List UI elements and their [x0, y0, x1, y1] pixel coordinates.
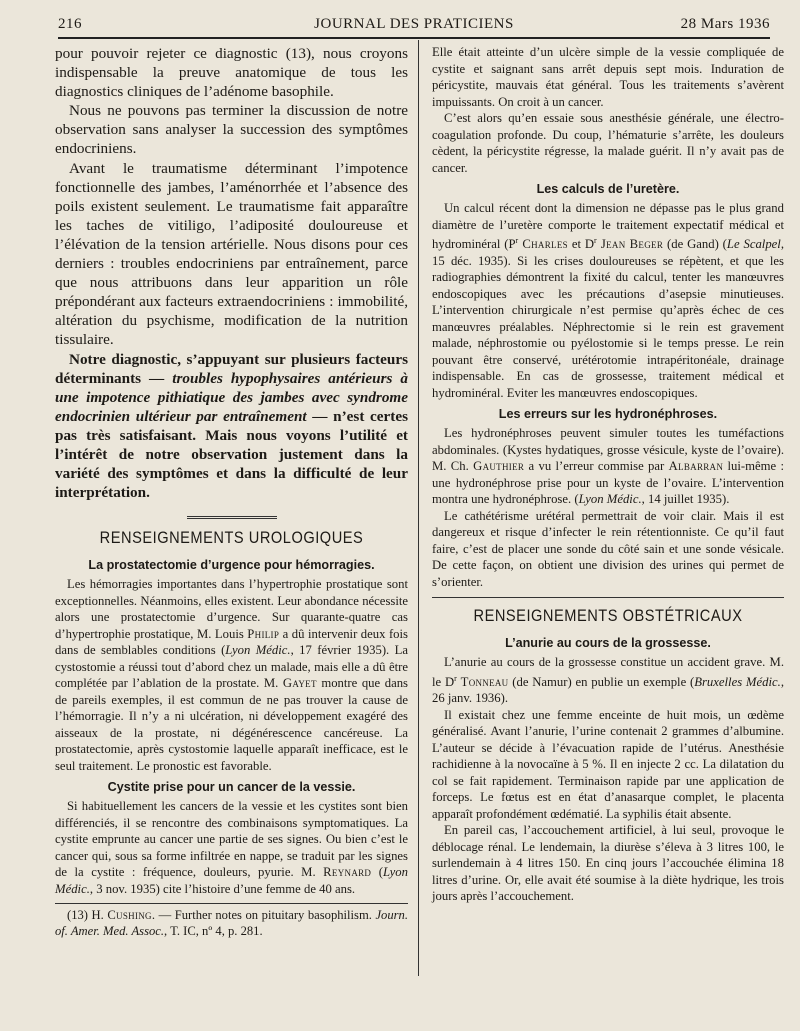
paragraph: Le cathétérisme urétéral permettrait de voir clair. Mais il est dangereux et risque d’infecter le rein rétentionniste. Ce qu’il faut faire, c’est de placer une sonde du côté sain et une sonde vésicale. De cette façon, on obtient une division des urines qui permet de s’orienter. [432, 508, 784, 589]
text-run: a vu l’erreur commise par [524, 459, 669, 474]
author-name: Jean Beger [596, 237, 664, 252]
paragraph: Nous ne pouvons pas terminer la discussion de notre observation sans analyser la succession des symptômes endocriniens. [55, 102, 408, 158]
text-run: Si habituellement les cancers de la vessie et les cystites sont bien différenciés, il se rencontre des combinaisons symptomatiques. La cystite emprunte au cancer une partie de ses signes. Ou bien c’est le cancer qui, sous sa forme infiltrée en nappe, se traduit par les signes de la cystite : fréquence, douleurs, pyurie. M. [55, 799, 408, 880]
text-run: (de Namur) en publie un exemple ( [508, 674, 695, 689]
text-run: Les hémorragies importantes dans l’hypertrophie prostatique sont exceptionnelles. Néanmoins, elles existent. Leur abondance nécessite alors une prostatectomie d’urgence. Sur quarante-quatre cas d’hypertrophie prostatique, M. Louis [55, 577, 408, 641]
column-divider [418, 40, 419, 976]
source-title: Lyon Médic. [55, 865, 408, 896]
section-heading: RENSEIGNEMENTS UROLOGIQUES [99, 528, 364, 548]
issue-date: 28 Mars 1936 [680, 16, 770, 32]
section-heading: RENSEIGNEMENTS OBSTÉTRICAUX [473, 606, 743, 626]
source-title: Lyon Médic. [225, 643, 291, 658]
author-name: Philip [247, 626, 280, 641]
subheading: L’anurie au cours de la grossesse. [505, 636, 711, 651]
running-header [58, 14, 770, 36]
left-column [55, 44, 408, 939]
author-name: Charles [518, 237, 568, 252]
text-run: , 3 nov. 1935) cite l’histoire d’une femme de 40 ans. [89, 881, 356, 896]
source-title: Lyon Médic. [578, 492, 642, 507]
article-conclusion [55, 44, 408, 502]
text-run: Les hydronéphroses peuvent simuler toutes les tuméfactions abdominales. (Kystes hydatiques, grosse vésicule, kyste de l’ovaire). M. Ch. [432, 426, 784, 474]
paragraph [432, 654, 784, 707]
paragraph [55, 798, 408, 897]
right-column [432, 44, 784, 905]
text-run: lui-même : une hydronéphrose prise pour un kyste de l’ovaire. L’intervention montra une hydronéphrose. ( [432, 459, 784, 507]
subheading: Cystite prise pour un cancer de la vessie. [107, 780, 356, 795]
paragraph: En pareil cas, l’accouchement artificiel, à lui seul, provoque le déblocage rénal. Le lendemain, la diurèse s’éleva à 3 litres 100, le surlendemain à 4 litres 150. En cinq jours l’accouchée élimina 18 litres d’urine. Or, elle avait été soumise à la diète hydrique, les trois jours après l’accouchement. [432, 823, 784, 904]
paragraph [432, 200, 784, 401]
superscript: r [454, 673, 457, 683]
text-run: a dû intervenir deux fois dans de semblables conditions ( [55, 626, 408, 658]
footnote [55, 907, 408, 939]
footnote-text [55, 907, 408, 939]
author-name: Gayet [282, 676, 317, 691]
superscript: r [594, 236, 597, 245]
text-run: Un calcul récent dont la dimension ne dépasse pas le plus grand diamètre de l’uretère comporte le traitement expectatif médical et hydrominéral (P [432, 201, 784, 252]
text-run: , 14 juillet 1935). [641, 492, 730, 507]
author-name: Albarran [668, 459, 724, 474]
paragraph: C’est alors qu’en essaie sous anesthésie générale, une électro-coagulation profonde. Du coup, l’hématurie s’arrête, les douleurs cèdent, la péricystite régresse, la malade guérit. Il n’y avait pas de cancer. [432, 111, 784, 175]
text-run: , 15 déc. 1935). Si les crises douloureuses se répètent, et que les radiographies démontrent la fixité du calcul, tenter les manœuvres endoscopiques avec les précautions d’asepsie minutieuses. L’intervention chirurgicale n’est permise qu’après échec de ces manœuvres préalables. Néphrectomie si le rein est gravement malade, néphrostomie ou pyélostomie si le temps presse. Le rein pouvant être conservé, urétérotomie intrapéritonéale, drainage indispensable. En cas de grossesse, traitement médical et hydrominéral. Eviter les manœuvres endoscopiques. [432, 237, 784, 400]
ornament-rule [187, 516, 277, 519]
source-title: Bruxelles Médic. [694, 674, 781, 689]
source-title: Le Scalpel [726, 237, 781, 252]
text-run: — n’est certes pas très satisfaisant. Mais nous voyons l’utilité et l’intérêt de notre observation justement dans la variété des symptômes et dans la difficulté de leur interprétation. [55, 407, 408, 502]
text-run: , 17 février 1935). La cystostomie a réussi tout d’abord chez un malade, mais elle a dû être complétée par l’ablation de la prostate. M. [55, 643, 408, 691]
subheading: Les calculs de l’uretère. [536, 182, 680, 196]
superscript: r [515, 236, 519, 245]
text-run: . — Further notes on pituitary basophilism. [151, 908, 376, 923]
italic-run: troubles hypophysaires antérieurs à une impotence pithiatique des jambes avec syndrome endocrinien ultérieur par entraînement [55, 369, 408, 425]
header-rule [58, 37, 770, 39]
subheading: Les erreurs sur les hydronéphroses. [498, 407, 718, 422]
author-name: Gauthier [473, 459, 525, 474]
text-run: montre que dans de pareils exemples, il est commun de ne pas trouver la cause de l’hémorragie. Il n’y a ni ulcération, ni développement exagéré des aisseaux de la prostate, ni dégénérescence cancéreuse. La prostatectomie, après cystostomie laquelle apparaît inefficace, est le seul traitement. Le pronostic est favorable. [55, 676, 408, 773]
paragraph: Elle était atteinte d’un ulcère simple de la vessie compliquée de cystite et saignant sans arrêt depuis sept mois. Induration de péricystite, mauvais état général. Tous les traitements s’avèrent impuissants. On croit à un cancer. [432, 45, 784, 109]
author-name: Cushing [107, 908, 152, 923]
paragraph [55, 350, 408, 503]
paragraph: Il existait chez une femme enceinte de huit mois, un œdème généralisé. Avant l’anurie, l’urine contenait 2 grammes d’albumine. L’auteur se décide à l’évacuation rapide de l’utérus. Anesthésie rachidienne à la novocaïne à 5 %. Il en injecte 2 cc. La dilatation du col se fait rapidement. Terminaison rapide par une application de forceps. Le fœtus est en état d’anasarque complet, le placenta apparaît profondément œdématié. La syphilis était absente. [432, 707, 784, 821]
text-run: et D [567, 237, 595, 252]
text-run: L’anurie au cours de la grossesse constitue un accident grave. M. le D [432, 655, 784, 689]
paragraph [432, 425, 784, 508]
paragraph: Avant le traumatisme déterminant l’impotence fonctionnelle des jambes, l’aménorrhée et l’absence des poils existent seulement. Le traumatisme fait apparaître les taches de vitiligo, l’adiposité douloureuse et l’élévation de la tension artérielle. Nous disons pour ces derniers : troubles endocriniens par entraînement, parce que nous attribuons dans leur apparition un rôle prépondérant aux facteurs extraendocriniens : immobilité, altération du psychisme, modification de la nutrition tissulaire. [55, 159, 408, 349]
text-run: (13) H. [67, 908, 108, 923]
subheading: La prostatectomie d’urgence pour hémorragies. [88, 558, 375, 573]
text-run: , T. IC, nº 4, p. 281. [164, 924, 263, 939]
journal-title: JOURNAL DES PRATICIENS [314, 16, 514, 32]
footnote-rule [55, 903, 408, 904]
source-title: Journ. of. Amer. Med. Assoc. [55, 908, 408, 939]
paragraph: pour pouvoir rejeter ce diagnostic (13), nous croyons indispensable la preuve anatomique de tous les diagnostics cliniques de l’adénome basophile. [55, 45, 408, 101]
text-run: Notre diagnostic, s’appuyant sur plusieurs facteurs déterminants — [55, 350, 408, 387]
page-number: 216 [58, 16, 82, 32]
text-run: ( [371, 865, 383, 880]
text-run: (de Gand) ( [663, 237, 727, 252]
author-name: Tonneau [456, 674, 509, 689]
section-rule [432, 597, 784, 598]
paragraph [55, 576, 408, 774]
text-run: , 26 janv. 1936). [432, 674, 784, 706]
author-name: Reynard [323, 865, 372, 880]
urology-section [55, 558, 408, 939]
section-heading-block [55, 516, 408, 548]
